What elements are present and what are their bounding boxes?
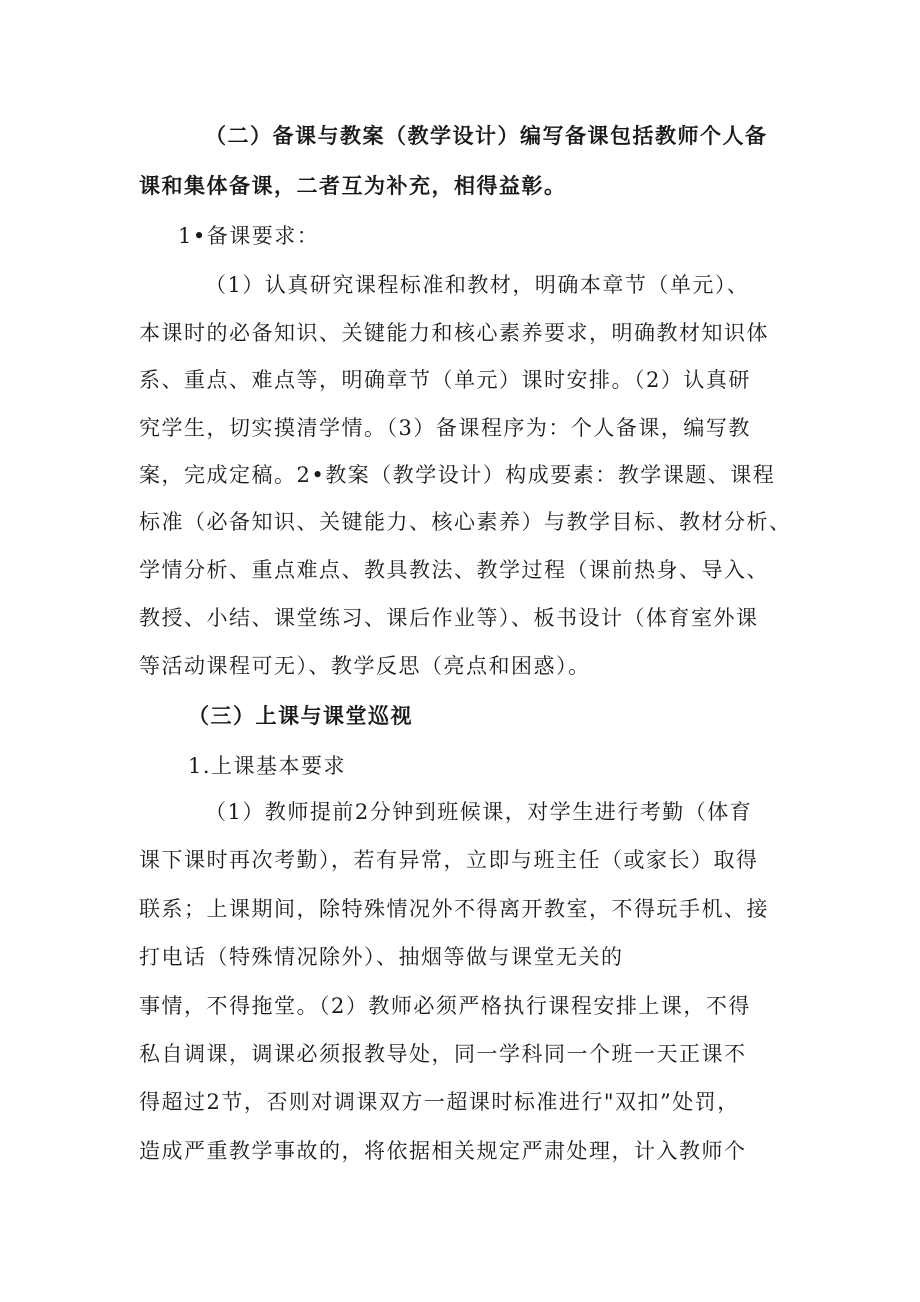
paragraph1-line3: 系、重点、难点等，明确章节（单元）课时安排。（2）认真研: [139, 368, 751, 392]
paragraph2-line7: 得超过2节，否则对调课双方一超课时标准进行"双扣”处罚，: [139, 1090, 740, 1114]
paragraph2-line8: 造成严重教学事故的，将依据相关规定严肃处理，计入教师个: [139, 1139, 747, 1163]
paragraph1-line9: 等活动课程可无）、教学反思（亮点和困惑）。: [139, 654, 591, 678]
paragraph2-line4: 打电话（特殊情况除外）、抽烟等做与课堂无关的: [139, 945, 624, 969]
paragraph2-line2: 课下课时再次考勤），若有异常，立即与班主任（或家长）取得: [139, 848, 759, 872]
paragraph2-line6: 私自调课，调课必须报教导处，同一学科同一个班一天正课不: [139, 1042, 747, 1066]
paragraph2-line1: （1）教师提前2分钟到班候课，对学生进行考勤（体育: [205, 800, 753, 824]
paragraph1-line8: 教授、小结、课堂练习、课后作业等）、板书设计（体育室外课: [139, 606, 759, 630]
section2-heading-line2: 课和集体备课，二者互为补充，相得益彰。: [139, 174, 567, 198]
paragraph1-line4: 究学生，切实摸清学情。（3）备课程序为：个人备课，编写教: [139, 416, 751, 440]
paragraph1-line6: 标准（必备知识、关键能力、核心素养）与教学目标、教材分析、: [139, 510, 792, 534]
paragraph1-line5: 案，完成定稿。2•教案（教学设计）构成要素：教学课题、课程: [139, 463, 776, 487]
paragraph2-line5: 事情，不得拖堂。（2）教师必须严格执行课程安排上课，不得: [139, 994, 751, 1018]
section2-heading-line1: （二）备课与教案（教学设计）编写备课包括教师个人备: [205, 124, 768, 148]
paragraph1-line1: （1）认真研究课程标准和教材，明确本章节（单元）、: [205, 273, 750, 297]
section3-heading: （三）上课与课堂巡视: [188, 704, 413, 728]
paragraph1-line2: 本课时的必备知识、关键能力和核心素养要求，明确教材知识体: [139, 321, 769, 345]
paragraph1-line7: 学情分析、重点难点、教具教法、教学过程（课前热身、导入、: [139, 558, 769, 582]
paragraph2-line3: 联系；上课期间，除特殊情况外不得离开教室，不得玩手机、接: [139, 897, 769, 921]
prep-requirements-title: 1•备课要求：: [178, 224, 320, 248]
basic-requirements-title: 1.上课基本要求: [188, 754, 347, 778]
